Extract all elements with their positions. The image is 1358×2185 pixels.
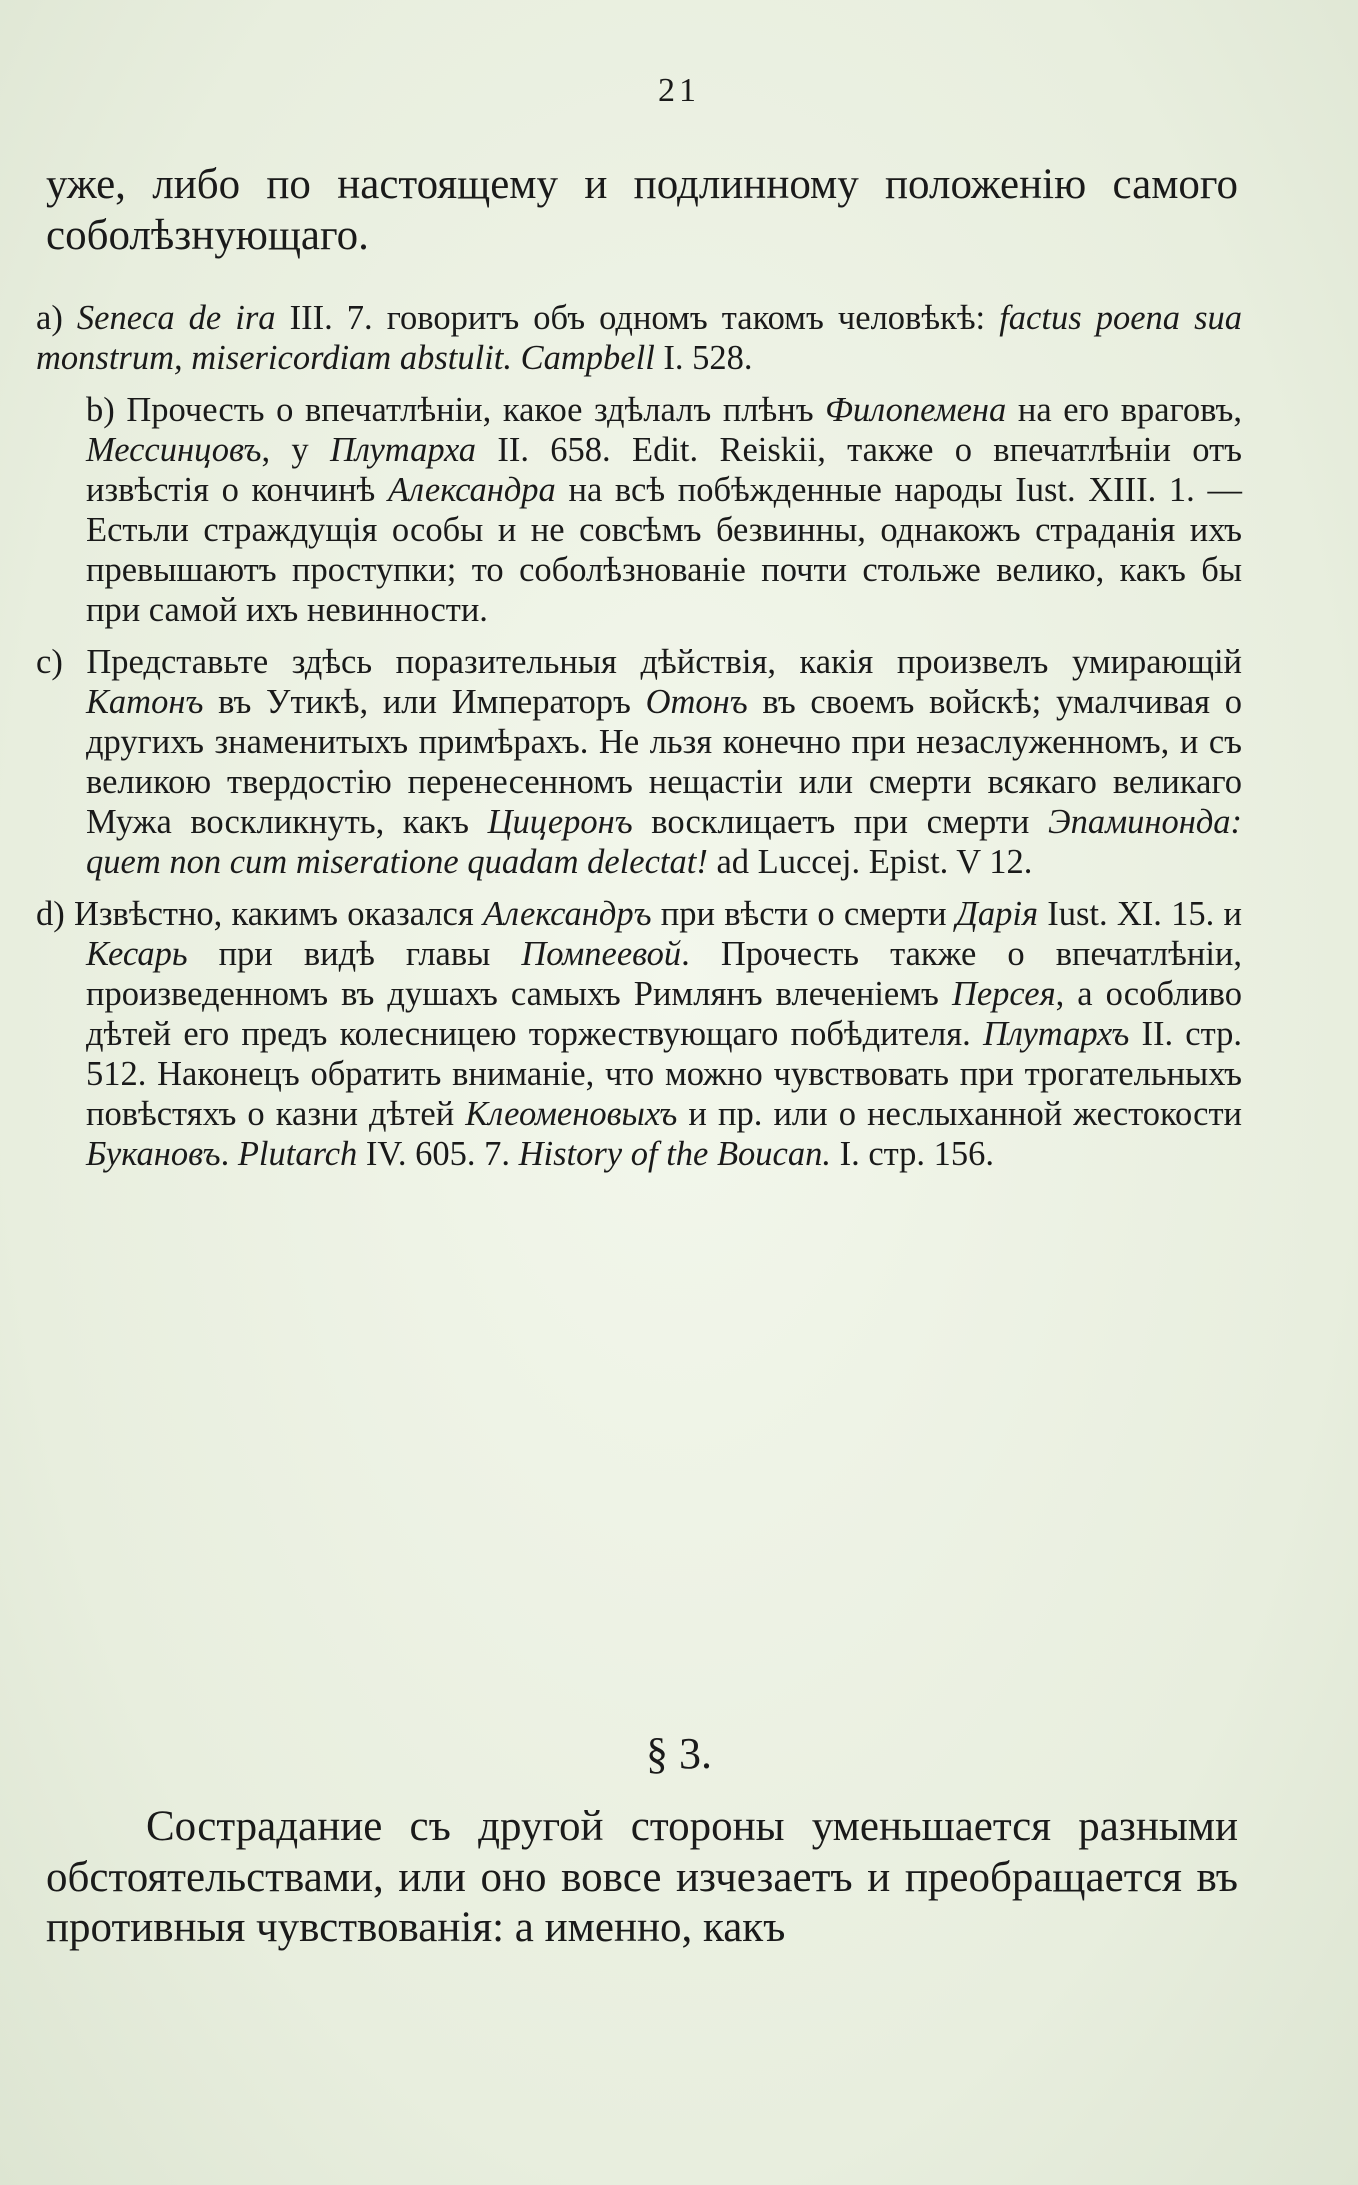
note-d-name: Клеоменовыхъ bbox=[465, 1095, 678, 1134]
note-d-text: при видѣ главы bbox=[187, 935, 522, 974]
note-b-text: на его враговъ, bbox=[1006, 391, 1243, 430]
note-d-text: , а особливо дѣтей его предъ колесницею торжествующаго побѣдителя. bbox=[86, 975, 1242, 1054]
section-heading: § 3. bbox=[646, 1729, 712, 1778]
note-d-name: Дарія bbox=[955, 895, 1038, 934]
footnote-d bbox=[36, 894, 1242, 1174]
note-c-quote: Эпаминонда: quem non cum miseratione quadam delectat! bbox=[86, 803, 1243, 882]
note-a-quote: factus poena sua monstrum, misericordiam abstulit. Campbell bbox=[36, 299, 1243, 378]
footnote-b bbox=[36, 390, 1242, 630]
note-b-text: Прочесть о впечатлѣніи, какое здѣлалъ плѣнъ bbox=[114, 391, 826, 430]
note-d-text: и пр. или о неслыханной жестокости bbox=[677, 1095, 1242, 1134]
note-d-ref: IV. 605. 7. bbox=[357, 1135, 519, 1174]
note-d-name: Кесарь bbox=[86, 935, 188, 974]
note-b-name: Филопемена bbox=[825, 391, 1007, 430]
note-c-text: въ Утикѣ, или Императоръ bbox=[203, 683, 646, 722]
note-c-name: Катонъ bbox=[86, 683, 204, 722]
note-d-text: . bbox=[220, 1135, 238, 1174]
note-b-text: на всѣ побѣжденные народы Iust. XIII. 1. — Естьли страждущія особы и не совсѣмъ безвинны, однакожъ страданія ихъ превышаютъ проступки; то соболѣзнованіе почти стольже велико, какъ бы при самой ихъ невинности. bbox=[86, 471, 1242, 630]
note-c-ref: ad Luccej. Epist. V 12. bbox=[707, 843, 1033, 882]
note-b-text: II. 658. Edit. Reiskii, также о впечатлѣніи отъ извѣстія о кончинѣ bbox=[86, 431, 1242, 510]
section-paragraph: Сострадание съ другой стороны уменьшается разными обстоятельствами, или оно вовсе изчезаетъ и преобращается въ противныя чувствованія: а именно, какъ bbox=[46, 1803, 1238, 1952]
note-b-name: Плутарха bbox=[329, 431, 477, 470]
note-d-text: . Прочесть также о впечатлѣніи, произведенномъ въ душахъ самыхъ Римлянъ влеченіемъ bbox=[86, 935, 1242, 1014]
note-c-name: Цицеронъ bbox=[487, 803, 633, 842]
note-d-name: Плутархъ bbox=[982, 1015, 1130, 1054]
intro-text: уже, либо по настоящему и подлинному положенію самого соболѣзнующаго. bbox=[46, 161, 1238, 259]
note-c-name: Отонъ bbox=[645, 683, 748, 722]
note-c-text: Представьте здѣсь поразительныя дѣйствія, какія произвелъ умирающій bbox=[62, 643, 1242, 682]
note-d-source: Plutarch bbox=[237, 1135, 358, 1174]
note-a-source: Seneca de ira bbox=[76, 299, 276, 337]
footnote-marker: d) bbox=[36, 895, 65, 934]
note-d-name: Александръ bbox=[482, 895, 652, 934]
note-d-text: Iust. XI. 15. и bbox=[1037, 895, 1243, 934]
note-c-text: восклицаетъ при смерти bbox=[632, 803, 1048, 842]
note-d-name: Букановъ bbox=[86, 1135, 221, 1174]
note-d-source: History of the Boucan. bbox=[518, 1135, 831, 1174]
note-d-ref: I. стр. 156. bbox=[831, 1135, 995, 1174]
footnote-a bbox=[36, 298, 1242, 378]
note-d-name: Помпеевой bbox=[521, 935, 682, 974]
footnotes bbox=[36, 298, 1242, 1186]
page-number: 21 bbox=[658, 72, 700, 109]
note-b-name: Мессинцовъ bbox=[86, 431, 262, 470]
note-d-name: Персея bbox=[951, 975, 1056, 1014]
footnote-marker: a) bbox=[36, 299, 63, 337]
note-c-text: въ своемъ войскѣ; умалчивая о другихъ знаменитыхъ примѣрахъ. Не льзя конечно при незаслуженномъ, и съ великою твердостію перенесенномъ нещастіи или смерти всякаго великаго Мужа воскликнуть, какъ bbox=[86, 683, 1242, 842]
footnote-marker: b) bbox=[86, 391, 115, 430]
note-a-ref: I. 528. bbox=[654, 339, 753, 378]
note-d-text: Извѣстно, какимъ оказался bbox=[64, 895, 483, 934]
note-d-text: при вѣсти о смерти bbox=[651, 895, 956, 934]
footnote-marker: c) bbox=[36, 643, 63, 682]
note-b-text: , у bbox=[261, 431, 330, 470]
note-b-name: Александра bbox=[387, 471, 556, 510]
note-a-text: III. 7. говоритъ объ одномъ такомъ человѣкѣ: bbox=[275, 299, 1000, 337]
note-d-text: II. стр. 512. Наконецъ обратить вниманіе, что можно чувствовать при трогательныхъ повѣстяхъ о казни дѣтей bbox=[86, 1015, 1242, 1134]
footnote-c bbox=[36, 642, 1242, 882]
